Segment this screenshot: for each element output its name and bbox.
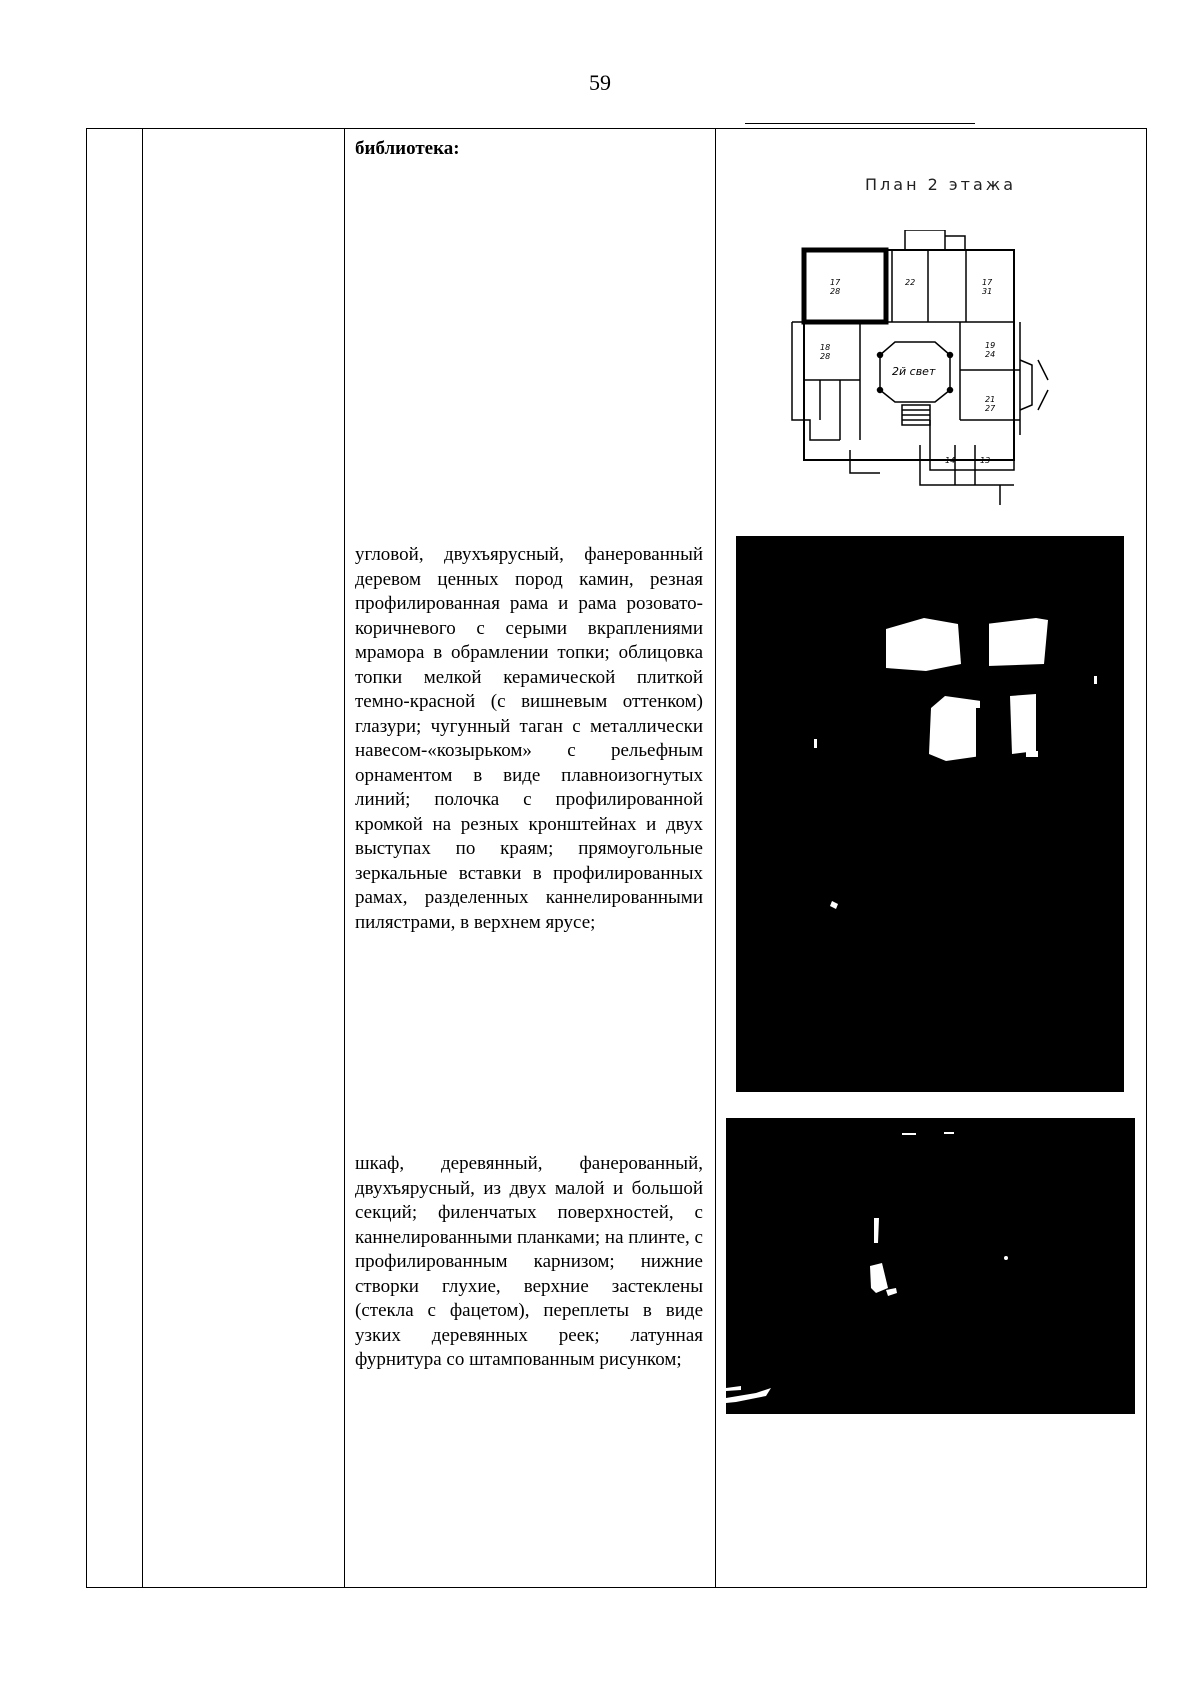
- section-heading: библиотека:: [355, 138, 460, 159]
- column-divider-3: [715, 128, 716, 1588]
- svg-text:18: 18: [820, 343, 831, 352]
- fireplace-photo: [736, 536, 1124, 1092]
- svg-text:31: 31: [982, 287, 993, 296]
- center-space-label: 2й свет: [892, 365, 936, 378]
- svg-text:13: 13: [980, 456, 991, 465]
- floor-plan-drawing: [770, 230, 1080, 515]
- svg-text:28: 28: [820, 352, 831, 361]
- svg-text:27: 27: [985, 404, 996, 413]
- cabinet-description: шкаф, деревянный, фанерованный, двухъярусный, из двух малой и большой секций; филенчатых поверхностей, с каннелированными планками; на плинте, с профилированным карнизом; нижние створки глухие, верхние застеклены (стекла с фацетом), переплеты в виде узких деревянных реек; латунная фурнитура со штампованным рисунком;: [355, 1153, 703, 1370]
- svg-text:21: 21: [985, 395, 996, 404]
- svg-text:17: 17: [982, 278, 993, 287]
- svg-text:19: 19: [985, 341, 996, 350]
- cabinet-photo: [726, 1118, 1135, 1414]
- svg-text:14: 14: [945, 456, 956, 465]
- page-number: 59: [589, 70, 611, 95]
- column-divider-1: [142, 128, 143, 1588]
- svg-text:22: 22: [905, 278, 916, 287]
- fireplace-description: угловой, двухъярусный, фанерованный деревом ценных пород камин, резная профилированная рама и рама розовато-коричневого с серыми вкраплениями мрамора в обрамлении топки; облицовка топки мелкой керамической плиткой темно-красной (с вишневым оттенком) глазури; чугунный таган с металлически навесом-«козырьком» с рельефным орнаментом в виде плавноизогнутых линий; полочка с профилированной кромкой на резных кронштейнах и двух выступах по краям; прямоугольные зеркальные вставки в профилированных рамах, разделенных каннелированными пилястрами, в верхнем ярусе;: [355, 544, 703, 933]
- header-stub-line: [745, 123, 975, 124]
- svg-text:24: 24: [985, 350, 996, 359]
- svg-text:17: 17: [830, 278, 841, 287]
- svg-text:28: 28: [830, 287, 841, 296]
- column-divider-2: [344, 128, 345, 1588]
- floor-plan-title: План 2 этажа: [865, 175, 1016, 194]
- floor-plan: [770, 170, 1080, 515]
